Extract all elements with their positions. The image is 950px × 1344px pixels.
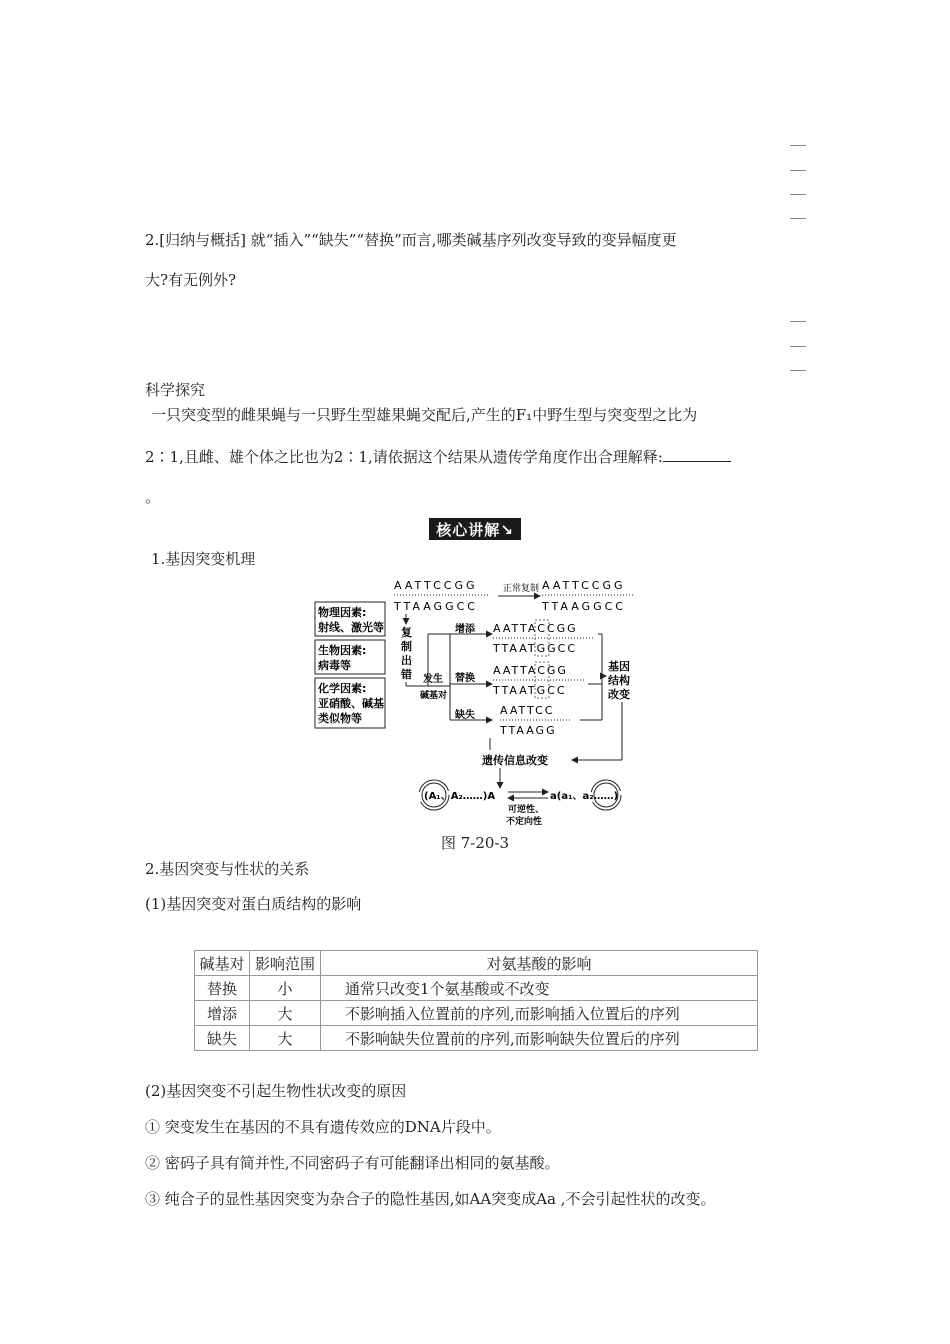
allele-left: (A₁、A₂……)A: [424, 791, 496, 802]
answer-line-dash: [790, 218, 806, 219]
normal-copy-label: 正常复制: [503, 584, 540, 594]
section-1-title: 1.基因突变机理: [151, 550, 256, 568]
question-2-line-1: 2.[归纳与概括] 就“插入”“缺失”“替换”而言,哪类碱基序列改变导致的变异幅度更: [145, 231, 677, 249]
section-2-sub-1: (1)基因突变对蛋白质结构的影响: [145, 895, 362, 913]
cause-biological-l1: 生物因素:: [318, 644, 367, 657]
gene-mutation-diagram: [310, 572, 640, 834]
gene-change-l1: 基因: [608, 660, 630, 673]
reasons-title: (2)基因突变不引起生物性状改变的原因: [145, 1082, 407, 1100]
table-header-cell: 影响范围: [250, 951, 321, 976]
base-pair-label: 碱基对: [420, 691, 448, 701]
table-row: [195, 976, 758, 1001]
table-header-cell: 对氨基酸的影响: [321, 951, 758, 976]
gene-change-l3: 改变: [608, 688, 630, 701]
table-cell: 小: [250, 976, 321, 1001]
del-seq-lower: TTAAGG: [500, 724, 557, 737]
add-seq-lower: TTAATGGCC: [493, 642, 578, 655]
table-cell: 增添: [195, 1001, 250, 1026]
copied-seq-upper: AATTCCGG: [542, 579, 626, 592]
sub-seq-upper: AATTACGG: [493, 664, 568, 677]
copy-error-char-3: 出: [401, 654, 412, 667]
cause-chemical-l2: 亚硝酸、碱基: [318, 697, 384, 710]
mutation-effect-table: [194, 950, 758, 1051]
answer-line-dash: [790, 346, 806, 347]
science-line-2: [145, 446, 731, 467]
type-del-label: 缺失: [455, 710, 475, 721]
undirected-label: 不定向性: [506, 817, 543, 827]
table-header-row: [195, 951, 758, 976]
cause-physical-l1: 物理因素:: [318, 606, 367, 619]
section-2-title: 2.基因突变与性状的关系: [145, 860, 310, 878]
occur-label: 发生: [423, 674, 443, 685]
reversible-label: 可逆性、: [508, 805, 545, 815]
gene-change-l2: 结构: [608, 674, 630, 687]
answer-line-dash: [790, 170, 806, 171]
science-line-2-text: 2∶1,且雌、雄个体之比也为2∶1,请依据这个结果从遗传学角度作出合理解释:: [145, 448, 663, 466]
answer-blank[interactable]: [663, 447, 731, 462]
figure-caption: 图 7-20-3: [441, 834, 510, 852]
cause-chemical-l3: 类似物等: [318, 712, 362, 725]
copy-error-char-2: 制: [401, 640, 412, 653]
type-sub-label: 替换: [455, 673, 475, 684]
science-line-1: 一只突变型的雌果蝇与一只野生型雄果蝇交配后,产生的F₁中野生型与突变型之比为: [151, 406, 698, 424]
table-cell: 大: [250, 1001, 321, 1026]
allele-right: a(a₁、a₂……): [550, 791, 619, 802]
table-cell: 替换: [195, 976, 250, 1001]
table-cell: 不影响插入位置前的序列,而影响插入位置后的序列: [321, 1001, 758, 1026]
cause-biological-l2: 病毒等: [318, 659, 351, 672]
info-change-label: 遗传信息改变: [482, 754, 548, 767]
sub-seq-lower: TTAATGCC: [493, 684, 567, 697]
type-add-label: 增添: [455, 624, 475, 635]
answer-line-dash: [790, 370, 806, 371]
copy-error-char-4: 错: [401, 668, 412, 681]
reason-item-1: ① 突变发生在基因的不具有遗传效应的DNA片段中。: [145, 1118, 501, 1136]
science-line-3: 。: [145, 488, 161, 506]
science-heading: 科学探究: [145, 381, 206, 399]
top-seq-upper: AATTCCGG: [394, 579, 478, 592]
question-2-line-2: 大?有无例外?: [145, 271, 237, 289]
table-cell: 大: [250, 1026, 321, 1051]
copy-error-char-1: 复: [401, 626, 412, 639]
copied-seq-lower: TTAAGGCC: [542, 600, 626, 613]
del-seq-upper: AATTCC: [500, 704, 555, 717]
table-row: [195, 1026, 758, 1051]
add-seq-upper: AATTACCGG: [493, 622, 578, 635]
answer-line-dash: [790, 321, 806, 322]
table-cell: 缺失: [195, 1026, 250, 1051]
reason-item-3: ③ 纯合子的显性基因突变为杂合子的隐性基因,如AA突变成Aa ,不会引起性状的改变。: [145, 1190, 716, 1208]
top-seq-lower: TTAAGGCC: [394, 600, 478, 613]
cause-physical-l2: 射线、激光等: [318, 621, 384, 634]
answer-line-dash: [790, 145, 806, 146]
table-header-cell: 碱基对: [195, 951, 250, 976]
cause-chemical-l1: 化学因素:: [318, 682, 367, 695]
core-explanation-badge: 核心讲解↘: [429, 518, 521, 540]
reason-item-2: ② 密码子具有简并性,不同密码子有可能翻译出相同的氨基酸。: [145, 1154, 560, 1172]
table-cell: 通常只改变1个氨基酸或不改变: [321, 976, 758, 1001]
table-row: [195, 1001, 758, 1026]
answer-line-dash: [790, 194, 806, 195]
table-cell: 不影响缺失位置前的序列,而影响缺失位置后的序列: [321, 1026, 758, 1051]
